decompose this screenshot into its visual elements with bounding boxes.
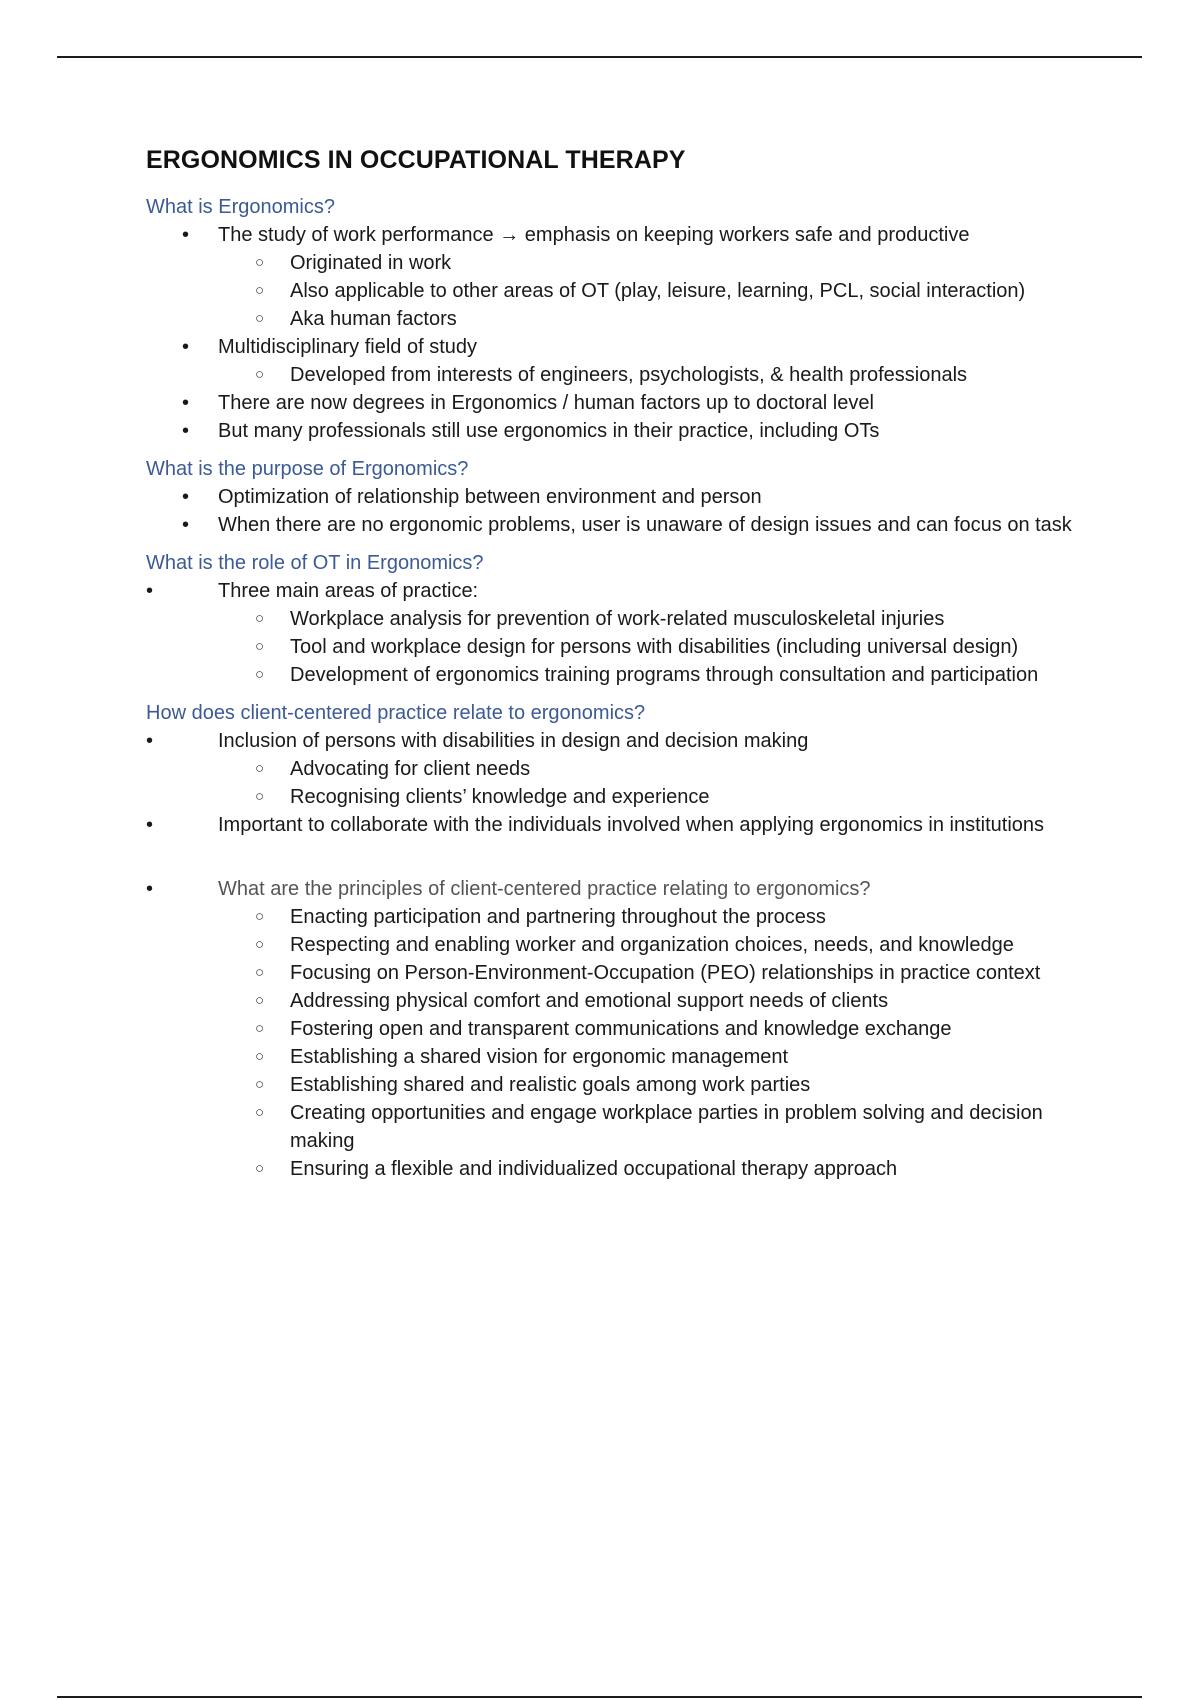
circle-bullet-icon: ○ (255, 908, 265, 925)
sub-list-item: ○ Ensuring a flexible and individualized occupational therapy approach (146, 1155, 1106, 1183)
section-heading: What is the purpose of Ergonomics? (146, 458, 469, 480)
list-item-question: • What are the principles of client-centered practice relating to ergonomics? (146, 875, 1106, 903)
sub-list-item: ○ Tool and workplace design for persons with disabilities (including universal design) (146, 633, 1106, 661)
bullet-icon: • (182, 392, 190, 414)
section-principles (146, 875, 1106, 1183)
circle-bullet-icon: ○ (255, 366, 265, 383)
circle-bullet-icon: ○ (255, 964, 265, 981)
sub-list-item: ○ Aka human factors (146, 305, 1106, 333)
circle-bullet-icon: ○ (255, 992, 265, 1009)
sub-list-item: ○ Creating opportunities and engage workplace parties in problem solving and decision making (146, 1099, 1106, 1155)
circle-bullet-icon: ○ (255, 788, 265, 805)
sub-list-item: ○ Establishing shared and realistic goals among work parties (146, 1071, 1106, 1099)
circle-bullet-icon: ○ (255, 638, 265, 655)
circle-bullet-icon: ○ (255, 1076, 265, 1093)
circle-bullet-icon: ○ (255, 1048, 265, 1065)
sub-list-item: ○ Advocating for client needs (146, 755, 1106, 783)
section-heading: How does client-centered practice relate to ergonomics? (146, 702, 646, 724)
sub-list-item: ○ Establishing a shared vision for ergonomic management (146, 1043, 1106, 1071)
spacer (146, 849, 1106, 875)
list-item: • Multidisciplinary field of study (146, 333, 1106, 361)
sub-list-item: ○ Focusing on Person-Environment-Occupation (PEO) relationships in practice context (146, 959, 1106, 987)
bullet-icon: • (182, 514, 190, 536)
list-item: • Inclusion of persons with disabilities in design and decision making (146, 727, 1106, 755)
circle-bullet-icon: ○ (255, 1020, 265, 1037)
sub-list-item: ○ Fostering open and transparent communications and knowledge exchange (146, 1015, 1106, 1043)
section-what-is-ergonomics (146, 193, 1106, 445)
circle-bullet-icon: ○ (255, 936, 265, 953)
bullet-icon: • (146, 878, 154, 900)
bullet-icon: • (182, 336, 190, 358)
circle-bullet-icon: ○ (255, 282, 265, 299)
bullet-icon: • (182, 224, 190, 246)
sub-list-item: ○ Originated in work (146, 249, 1106, 277)
bullet-icon: • (182, 420, 190, 442)
bullet-icon: • (146, 814, 154, 836)
section-role-of-ot (146, 549, 1106, 689)
section-client-centered (146, 699, 1106, 839)
sub-list-item: ○ Enacting participation and partnering throughout the process (146, 903, 1106, 931)
sub-list-item: ○ Addressing physical comfort and emotional support needs of clients (146, 987, 1106, 1015)
bottom-rule (57, 1696, 1142, 1698)
list-item: • Three main areas of practice: (146, 577, 1106, 605)
sub-list-item: ○ Development of ergonomics training programs through consultation and participation (146, 661, 1106, 689)
sub-list-item: ○ Recognising clients’ knowledge and experience (146, 783, 1106, 811)
circle-bullet-icon: ○ (255, 254, 265, 271)
bullet-icon: • (146, 730, 154, 752)
circle-bullet-icon: ○ (255, 1104, 265, 1121)
circle-bullet-icon: ○ (255, 310, 265, 327)
circle-bullet-icon: ○ (255, 1160, 265, 1177)
list-item: • But many professionals still use ergonomics in their practice, including OTs (146, 417, 1106, 445)
paragraph: • Important to collaborate with the individuals involved when applying ergonomics in institutions (146, 811, 1106, 839)
list-item: • Optimization of relationship between environment and person (146, 483, 1106, 511)
list-item: • When there are no ergonomic problems, user is unaware of design issues and can focus on task (146, 511, 1106, 539)
section-purpose (146, 455, 1106, 539)
circle-bullet-icon: ○ (255, 610, 265, 627)
sub-list-item: ○ Also applicable to other areas of OT (play, leisure, learning, PCL, social interaction) (146, 277, 1106, 305)
top-rule (57, 56, 1142, 58)
document-title: ERGONOMICS IN OCCUPATIONAL THERAPY (146, 146, 686, 174)
section-heading: What is Ergonomics? (146, 196, 335, 218)
sub-list-item: ○ Developed from interests of engineers, psychologists, & health professionals (146, 361, 1106, 389)
section-heading: What is the role of OT in Ergonomics? (146, 552, 484, 574)
bullet-icon: • (146, 580, 154, 602)
bullet-icon: • (182, 486, 190, 508)
document-body (146, 146, 1106, 1193)
circle-bullet-icon: ○ (255, 666, 265, 683)
sub-list-item: ○ Respecting and enabling worker and organization choices, needs, and knowledge (146, 931, 1106, 959)
sub-list-item: ○ Workplace analysis for prevention of work-related musculoskeletal injuries (146, 605, 1106, 633)
list-item: • There are now degrees in Ergonomics / human factors up to doctoral level (146, 389, 1106, 417)
list-item: • The study of work performance → emphasis on keeping workers safe and productive (146, 221, 1106, 249)
circle-bullet-icon: ○ (255, 760, 265, 777)
